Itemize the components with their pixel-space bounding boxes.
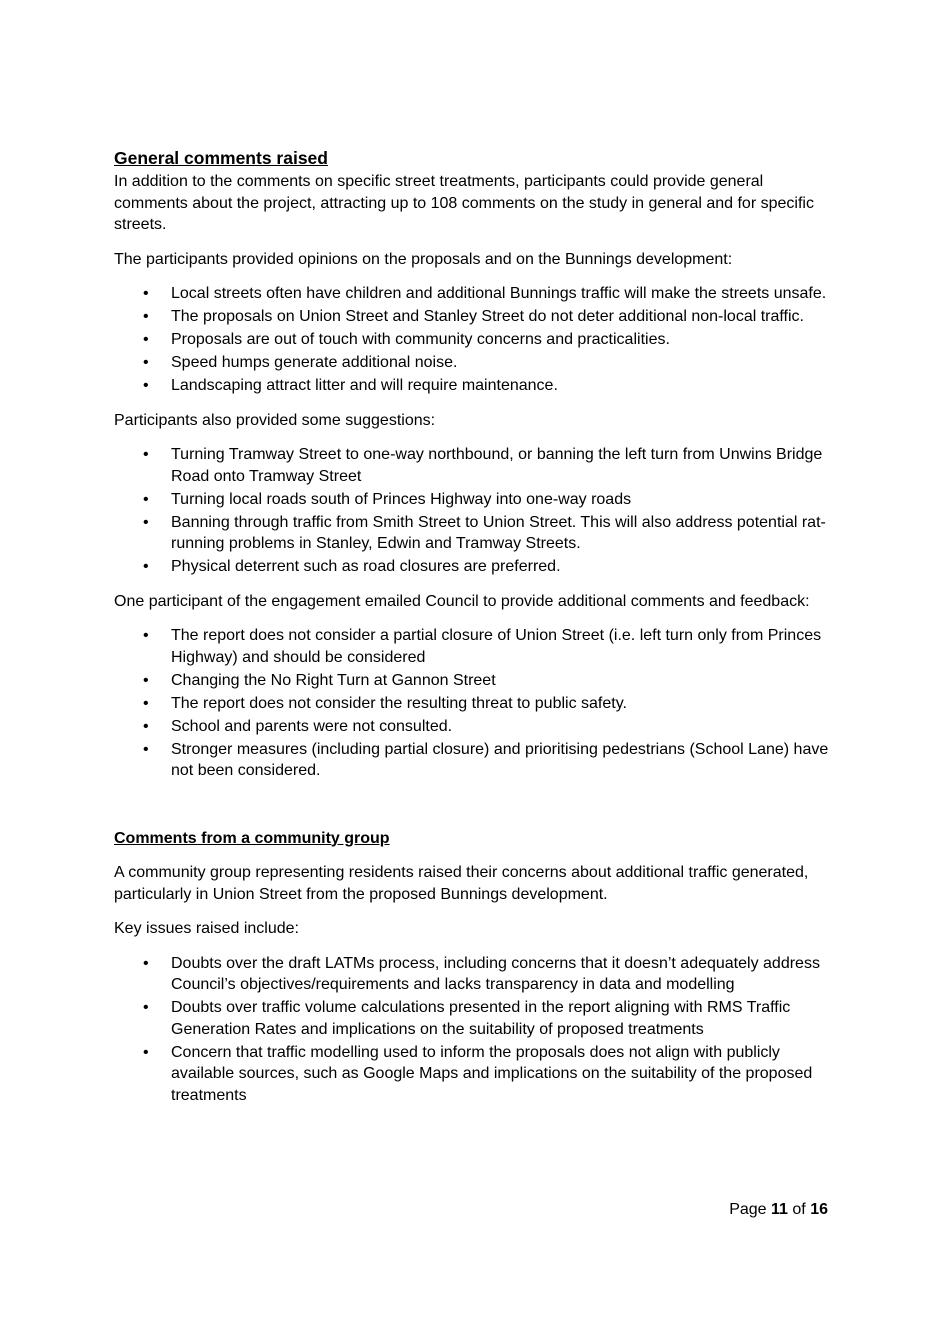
total-pages: 16 — [810, 1201, 828, 1218]
page-word: Page — [729, 1201, 767, 1218]
list-item: • The report does not consider the resulting threat to public safety. — [114, 693, 830, 715]
email-points-list — [114, 625, 830, 782]
section-intro-paragraph: In addition to the comments on specific street treatments, participants could provide general comments about the project, attracting up to 108 comments on the study in general and for specific streets. — [114, 173, 814, 233]
list-item: • Proposals are out of touch with community concerns and practicalities. — [114, 329, 830, 351]
list-item: • Banning through traffic from Smith Street to Union Street. This will also address potential rat-running problems in Stanley, Edwin and Tramway Streets. — [114, 512, 830, 555]
list-item: • Stronger measures (including partial closure) and prioritising pedestrians (School Lane) have not been considered. — [114, 739, 830, 782]
of-word: of — [792, 1201, 806, 1218]
issues-lead-paragraph: Key issues raised include: — [114, 920, 299, 937]
list-item: • Doubts over the draft LATMs process, including concerns that it doesn’t adequately address Council’s objectives/requirements and lacks transparency in data and modelling — [114, 953, 830, 996]
list-item: • Changing the No Right Turn at Gannon Street — [114, 670, 830, 692]
list-item: • The proposals on Union Street and Stanley Street do not deter additional non-local traffic. — [114, 306, 830, 328]
list-item: • Landscaping attract litter and will require maintenance. — [114, 375, 830, 397]
list-item: • Local streets often have children and additional Bunnings traffic will make the streets unsafe. — [114, 283, 830, 305]
opinions-lead-paragraph: The participants provided opinions on the proposals and on the Bunnings development: — [114, 250, 733, 268]
list-item: • Concern that traffic modelling used to inform the proposals does not align with publicly available sources, such as Google Maps and implications on the suitability of the proposed treatments — [114, 1042, 830, 1107]
list-item: • Physical deterrent such as road closures are preferred. — [114, 556, 830, 578]
list-item: • Speed humps generate additional noise. — [114, 352, 830, 374]
email-lead-paragraph: One participant of the engagement emailed Council to provide additional comments and feedback: — [114, 592, 810, 610]
opinions-list — [114, 283, 830, 397]
section-spacer — [114, 795, 830, 828]
list-item: • Doubts over traffic volume calculations presented in the report aligning with RMS Traffic Generation Rates and implications on the suitability of proposed treatments — [114, 997, 830, 1040]
section-intro-paragraph: A community group representing residents raised their concerns about additional traffic generated, particularly in Union Street from the proposed Bunnings development. — [114, 864, 809, 903]
list-item: • The report does not consider a partial closure of Union Street (i.e. left turn only from Princes Highway) and should be considered — [114, 625, 830, 668]
suggestions-lead-paragraph: Participants also provided some suggestions: — [114, 411, 436, 429]
list-item: • School and parents were not consulted. — [114, 716, 830, 738]
section-heading-general-comments: General comments raised — [114, 148, 328, 168]
issues-list — [114, 953, 830, 1107]
list-item: • Turning local roads south of Princes Highway into one-way roads — [114, 489, 830, 511]
list-item: • Turning Tramway Street to one-way northbound, or banning the left turn from Unwins Bridge Road onto Tramway Street — [114, 444, 830, 487]
page-number — [729, 1200, 828, 1220]
section-heading-community-group: Comments from a community group — [114, 829, 390, 847]
document-body — [114, 147, 830, 1119]
current-page: 11 — [771, 1201, 788, 1218]
suggestions-list — [114, 444, 830, 578]
